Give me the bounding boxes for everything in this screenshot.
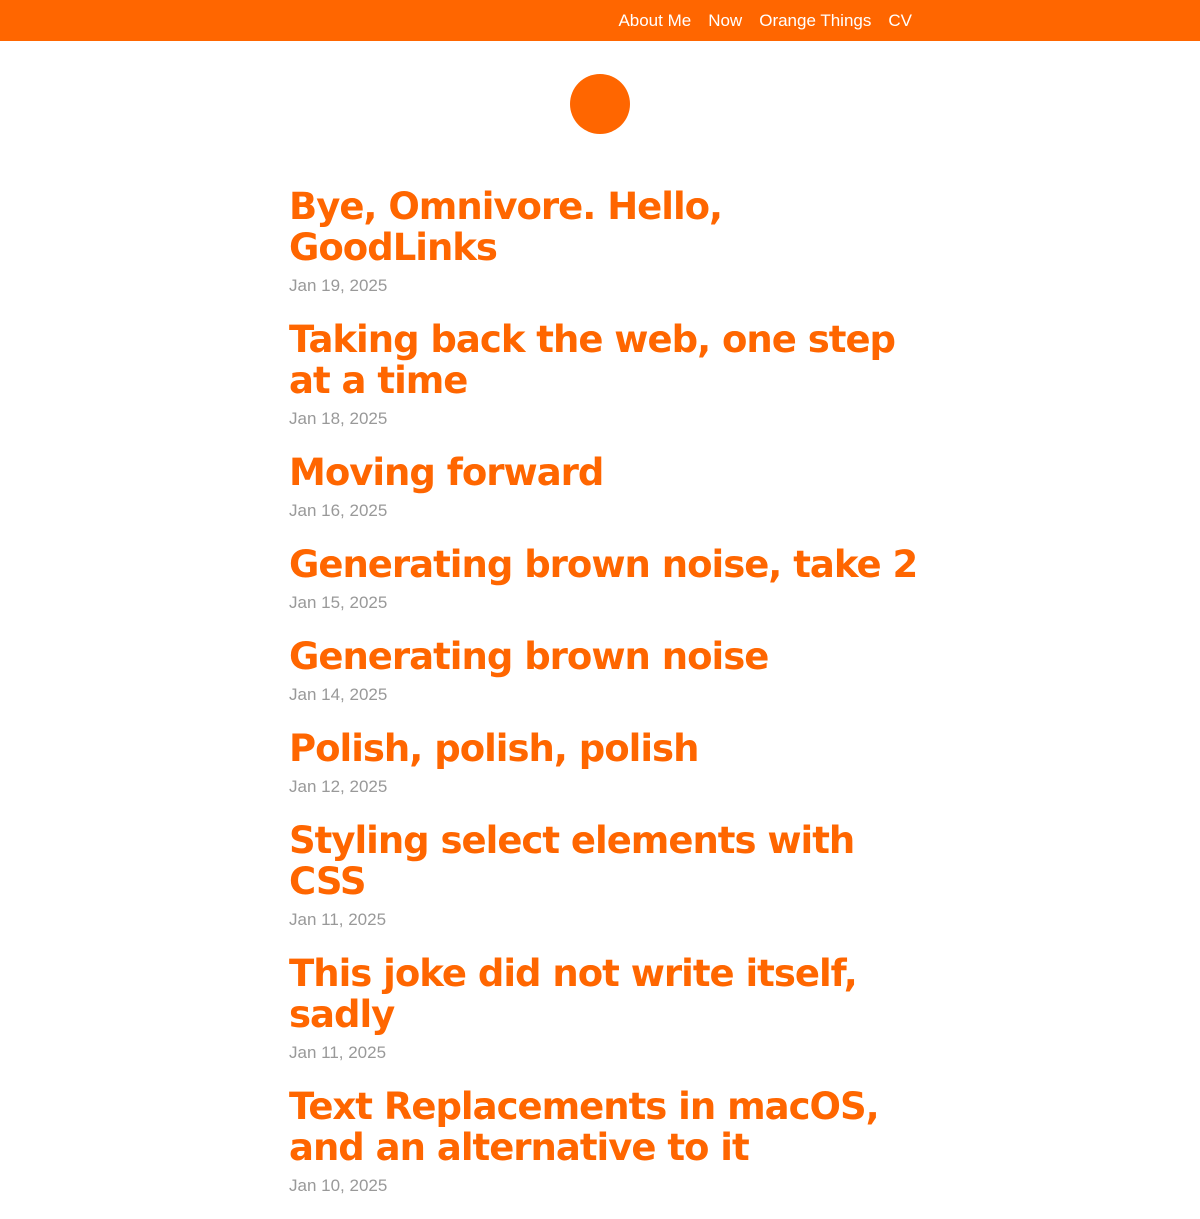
post-item [289,953,929,1063]
main-nav [618,0,912,41]
post-item [289,186,929,296]
avatar[interactable] [570,74,630,134]
post-item [289,1086,929,1196]
post-title-link[interactable]: Taking back the web, one step at a time [289,318,896,402]
post-title-link[interactable]: Generating brown noise [289,635,769,678]
post-item [289,544,929,613]
post-item [289,452,929,521]
post-date: Jan 15, 2025 [289,593,388,612]
post-item [289,728,929,797]
post-date: Jan 12, 2025 [289,777,388,796]
post-date: Jan 16, 2025 [289,501,388,520]
post-title-link[interactable]: Text Replacements in macOS, and an alternative to it [289,1085,879,1169]
post-date: Jan 18, 2025 [289,409,388,428]
post-title-link[interactable]: Bye, Omnivore. Hello, GoodLinks [289,185,723,269]
post-date: Jan 19, 2025 [289,276,388,295]
post-item [289,636,929,705]
nav-link-cv[interactable]: CV [888,11,912,30]
post-title-link[interactable]: Styling select elements with CSS [289,819,855,903]
post-date: Jan 11, 2025 [289,910,387,929]
nav-link-orange-things[interactable]: Orange Things [759,11,872,30]
post-list [289,186,929,1219]
nav-link-now[interactable]: Now [708,11,743,30]
post-title-link[interactable]: Generating brown noise, take 2 [289,543,918,586]
post-title-link[interactable]: This joke did not write itself, sadly [289,952,857,1036]
post-title-link[interactable]: Polish, polish, polish [289,727,699,770]
nav-link-about-me[interactable]: About Me [618,11,692,30]
post-date: Jan 10, 2025 [289,1176,388,1195]
post-date: Jan 11, 2025 [289,1043,387,1062]
post-date: Jan 14, 2025 [289,685,388,704]
post-item [289,820,929,930]
top-nav-bar [0,0,1200,41]
post-title-link[interactable]: Moving forward [289,451,604,494]
post-item [289,319,929,429]
